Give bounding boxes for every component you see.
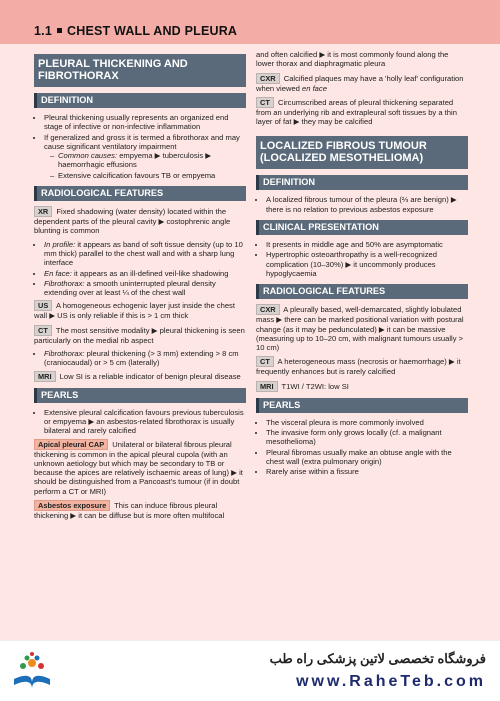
page-body	[0, 44, 500, 640]
pearls-heading: PEARLS	[34, 388, 246, 403]
list-item	[44, 279, 246, 298]
ct-paragraph	[256, 97, 468, 127]
mri-paragraph	[256, 381, 468, 392]
pearls-list	[34, 408, 246, 436]
ct-tag: CT	[34, 325, 52, 336]
list-item	[44, 240, 246, 268]
item-text: it appears as band of soft tissue density (up to 10 mm thick) parallel to the chest wall and with a sharp lung interface	[44, 239, 243, 268]
apical-cap-paragraph	[34, 439, 246, 496]
item-label: Fibrothorax:	[44, 349, 85, 359]
mri-tag: MRI	[34, 371, 56, 382]
asbestos-tag: Asbestos exposure	[34, 500, 110, 511]
book-logo-icon[interactable]	[10, 649, 54, 693]
clinical-heading: CLINICAL PRESENTATION	[256, 220, 468, 235]
cxr-paragraph	[256, 304, 468, 352]
ct-tag: CT	[256, 356, 274, 367]
item-text: it appears as an ill-defined veil-like shadowing	[71, 268, 229, 278]
item-label: Fibrothorax:	[44, 278, 85, 288]
list-item: • The visceral pleura is more commonly involved	[266, 418, 468, 427]
sub-item: – Extensive calcification favours TB or empyema	[58, 171, 246, 180]
mri-text: Low SI is a reliable indicator of benign pleural disease	[57, 371, 241, 381]
ct-text: The most sensitive modality ▶ pleural thickening is seen particularly on the medial rib aspect	[34, 325, 245, 345]
item-label: En face:	[44, 268, 72, 278]
topic-title: PLEURAL THICKENING AND FIBROTHORAX	[34, 54, 246, 87]
cxr-text: A pleurally based, well-demarcated, slightly lobulated mass ▶ there can be marked positional variation with postural change (as it may be pedunculated) ▶ it can be massive (measuring up to 10–20 cm, with malignant tumours usually > 10 cm)	[256, 305, 464, 353]
mri-text: T1WI / T2WI: low SI	[279, 381, 349, 391]
section-number: 1.1	[34, 24, 52, 38]
pearls-list	[256, 418, 468, 477]
pearls-heading: PEARLS	[256, 398, 468, 413]
us-text: A homogeneous echogenic layer just inside the chest wall ▶ US is only reliable if this is > 1 cm thick	[34, 301, 235, 321]
cxr-tag: CXR	[256, 304, 280, 315]
item-text: a smooth uninterrupted pleural density extending over at least ¼ of the chest wall	[44, 278, 216, 298]
list-item: • The invasive form only grows locally (cf. a malignant mesothelioma)	[266, 428, 468, 447]
radiological-heading: RADIOLOGICAL FEATURES	[256, 284, 468, 299]
section-title-text: CHEST WALL AND PLEURA	[66, 24, 238, 38]
topic-title: LOCALIZED FIBROUS TUMOUR (LOCALIZED MESOTHELIOMA)	[256, 136, 468, 169]
footer	[0, 640, 500, 701]
sub-item-text: empyema ▶ tuberculosis ▶ haemorrhagic effusions	[58, 151, 212, 170]
ct-list	[34, 349, 246, 368]
header-bar	[0, 0, 500, 44]
asbestos-paragraph	[34, 500, 246, 520]
item-label: In profile:	[44, 239, 76, 249]
apical-cap-text: Unilateral or bilateral fibrous pleural thickening is common in the apical pleural cupola (with an unknown aetiology but which may be secondary to TB or because the apices are relatively ischaemic areas of lung) ▶ it should be distinguished from a Pancoast's tumour (if in doubt perform a CT or MRI)	[34, 439, 243, 496]
radiological-heading: RADIOLOGICAL FEATURES	[34, 186, 246, 201]
definition-list	[34, 113, 246, 180]
list-item: • Hypertrophic osteoarthropathy is a well-recognized complication (10–30%) ▶ it uncommonly produces hypoglycaemia	[266, 250, 468, 278]
list-item: • Rarely arise within a fissure	[266, 467, 468, 476]
cxr-text: Calcified plaques may have a 'holly leaf' configuration when viewed	[256, 73, 464, 93]
ct-paragraph	[34, 325, 246, 345]
cxr-italic: en face	[302, 83, 327, 93]
section-title	[34, 24, 237, 38]
list-item: • It presents in middle age and 50% are asymptomatic	[266, 240, 468, 249]
us-tag: US	[34, 300, 52, 311]
list-item: • A localized fibrous tumour of the pleura (⅔ are benign) ▶ there is no relation to previous asbestos exposure	[266, 195, 468, 214]
clinical-list	[256, 240, 468, 278]
definition-heading: DEFINITION	[34, 93, 246, 108]
definition-heading: DEFINITION	[256, 175, 468, 190]
xr-paragraph	[34, 206, 246, 236]
ct-text: Circumscribed areas of pleural thickening separated from an underlying rib and extrapleural soft tissues by a thin layer of fat ▶ they may be calcified	[256, 97, 457, 127]
list-item: • Extensive pleural calcification favours previous tuberculosis or empyema ▶ an asbestos-related fibrothorax is usually bilateral and rarely calcified	[44, 408, 246, 436]
list-item	[44, 269, 246, 278]
cxr-paragraph	[256, 73, 468, 93]
continued-text: and often calcified ▶ it is most commonly found along the lower thorax and diaphragmatic pleura	[256, 50, 449, 69]
right-column	[256, 50, 468, 480]
brand-name-fa: فروشگاه تخصصی لاتین پزشکی راه طب	[269, 651, 486, 666]
bullet-square-icon	[57, 28, 62, 33]
xr-text: Fixed shadowing (water density) located within the dependent parts of the pleural cavity ▶ costophrenic angle blunting is common	[34, 207, 231, 236]
cxr-tag: CXR	[256, 73, 280, 84]
ct-tag: CT	[256, 97, 274, 108]
apical-cap-tag: Apical pleural CAP	[34, 439, 108, 450]
sub-item	[58, 151, 246, 170]
sub-item-label: Common causes:	[58, 151, 118, 161]
mri-tag: MRI	[256, 381, 278, 392]
left-column	[34, 54, 246, 524]
list-item: • Pleural fibromas usually make an obtuse angle with the chest wall (extra pulmonary origin)	[266, 448, 468, 467]
list-item: • Pleural thickening usually represents an organized end stage of infective or non-infective inflammation	[44, 113, 246, 132]
website-link[interactable]: www.RaheTeb.com	[296, 673, 486, 690]
list-item	[44, 349, 246, 368]
list-item	[44, 133, 246, 180]
item-text: pleural thickening (> 3 mm) extending > 8 cm (craniocaudal) or > 5 cm (laterally)	[44, 349, 239, 368]
mri-paragraph	[34, 371, 246, 382]
ct-paragraph	[256, 356, 468, 376]
list-item-text: If generalized and gross it is termed a fibrothorax and may cause significant ventilatory impairment	[44, 132, 240, 151]
us-paragraph	[34, 300, 246, 320]
sub-list	[44, 151, 246, 180]
xr-tag: XR	[34, 206, 52, 217]
xr-list	[34, 240, 246, 298]
ct-text: A heterogeneous mass (necrosis or haemorrhage) ▶ it frequently enhances but is rarely calcified	[256, 357, 461, 377]
asbestos-text: This can induce fibrous pleural thickening ▶ it can be diffuse but is more often multifocal	[34, 501, 225, 521]
definition-list	[256, 195, 468, 214]
